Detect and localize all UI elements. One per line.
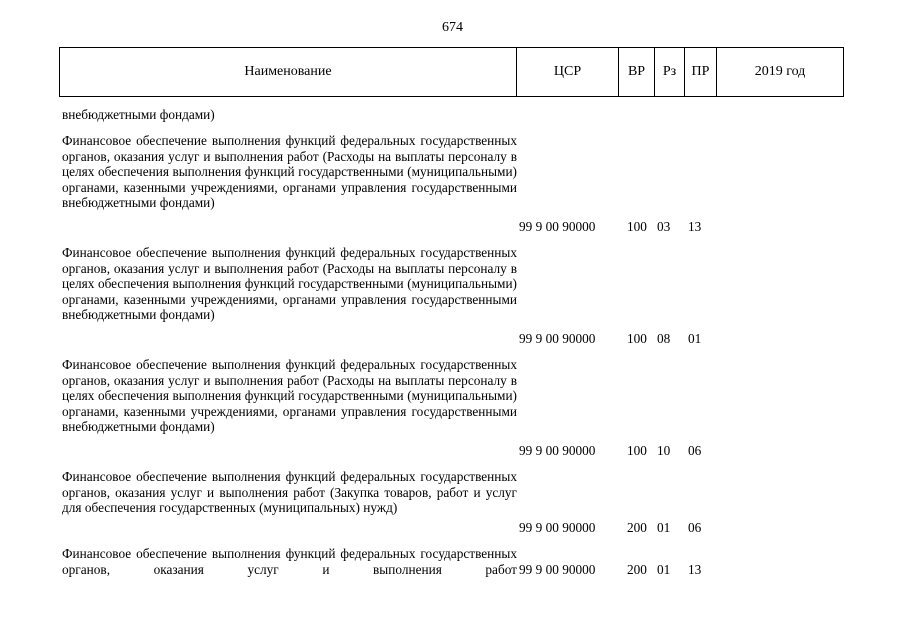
- row-name: Финансовое обеспечение выполнения функций федеральных государственных органов, оказания услуг и выполнения работ: [62, 546, 517, 577]
- row-pr: 01: [688, 331, 702, 346]
- row-rz: 08: [657, 331, 671, 346]
- row-pr: 13: [688, 219, 702, 234]
- row-name: Финансовое обеспечение выполнения функций федеральных государственных органов, оказания услуг и выполнения работ (Расходы на выплаты персоналу в целях обеспечения выполнения функций государственными (муниципальными) органами, казенными учреждениями, органами управления государственными внебюджетными фондами): [62, 245, 517, 322]
- row-csr: 99 9 00 90000: [519, 219, 596, 234]
- row-pr: 13: [688, 562, 702, 577]
- row-csr: 99 9 00 90000: [519, 520, 596, 535]
- header-year: 2019 год: [754, 64, 806, 79]
- header-name: Наименование: [60, 48, 517, 96]
- row-name: Финансовое обеспечение выполнения функций федеральных государственных органов, оказания услуг и выполнения работ (Закупка товаров, работ и услуг для обеспечения государственных (муниципальных) нужд): [62, 469, 517, 515]
- row-rz: 01: [657, 520, 671, 535]
- row-pr: 06: [688, 443, 702, 458]
- row-pr: 06: [688, 520, 702, 535]
- continuation-text: внебюджетными фондами): [62, 107, 215, 122]
- row-csr: 99 9 00 90000: [519, 562, 596, 577]
- header-rz: Рз: [655, 48, 685, 96]
- row-name: Финансовое обеспечение выполнения функций федеральных государственных органов, оказания услуг и выполнения работ (Расходы на выплаты персоналу в целях обеспечения выполнения функций государственными (муниципальными) органами, казенными учреждениями, органами управления государственными внебюджетными фондами): [62, 133, 517, 210]
- row-rz: 01: [657, 562, 671, 577]
- row-vr: 100: [627, 219, 647, 234]
- row-vr: 200: [627, 520, 647, 535]
- page-number: 674: [442, 20, 463, 35]
- header-pr: ПР: [685, 48, 717, 96]
- row-vr: 200: [627, 562, 647, 577]
- row-name: Финансовое обеспечение выполнения функций федеральных государственных органов, оказания услуг и выполнения работ (Расходы на выплаты персоналу в целях обеспечения выполнения функций государственными (муниципальными) органами, казенными учреждениями, органами управления государственными внебюджетными фондами): [62, 357, 517, 434]
- row-rz: 10: [657, 443, 671, 458]
- header-vr: ВР: [619, 48, 655, 96]
- row-vr: 100: [627, 331, 647, 346]
- row-csr: 99 9 00 90000: [519, 331, 596, 346]
- row-rz: 03: [657, 219, 671, 234]
- row-vr: 100: [627, 443, 647, 458]
- header-csr: ЦСР: [517, 48, 619, 96]
- row-csr: 99 9 00 90000: [519, 443, 596, 458]
- table-header: [59, 47, 844, 97]
